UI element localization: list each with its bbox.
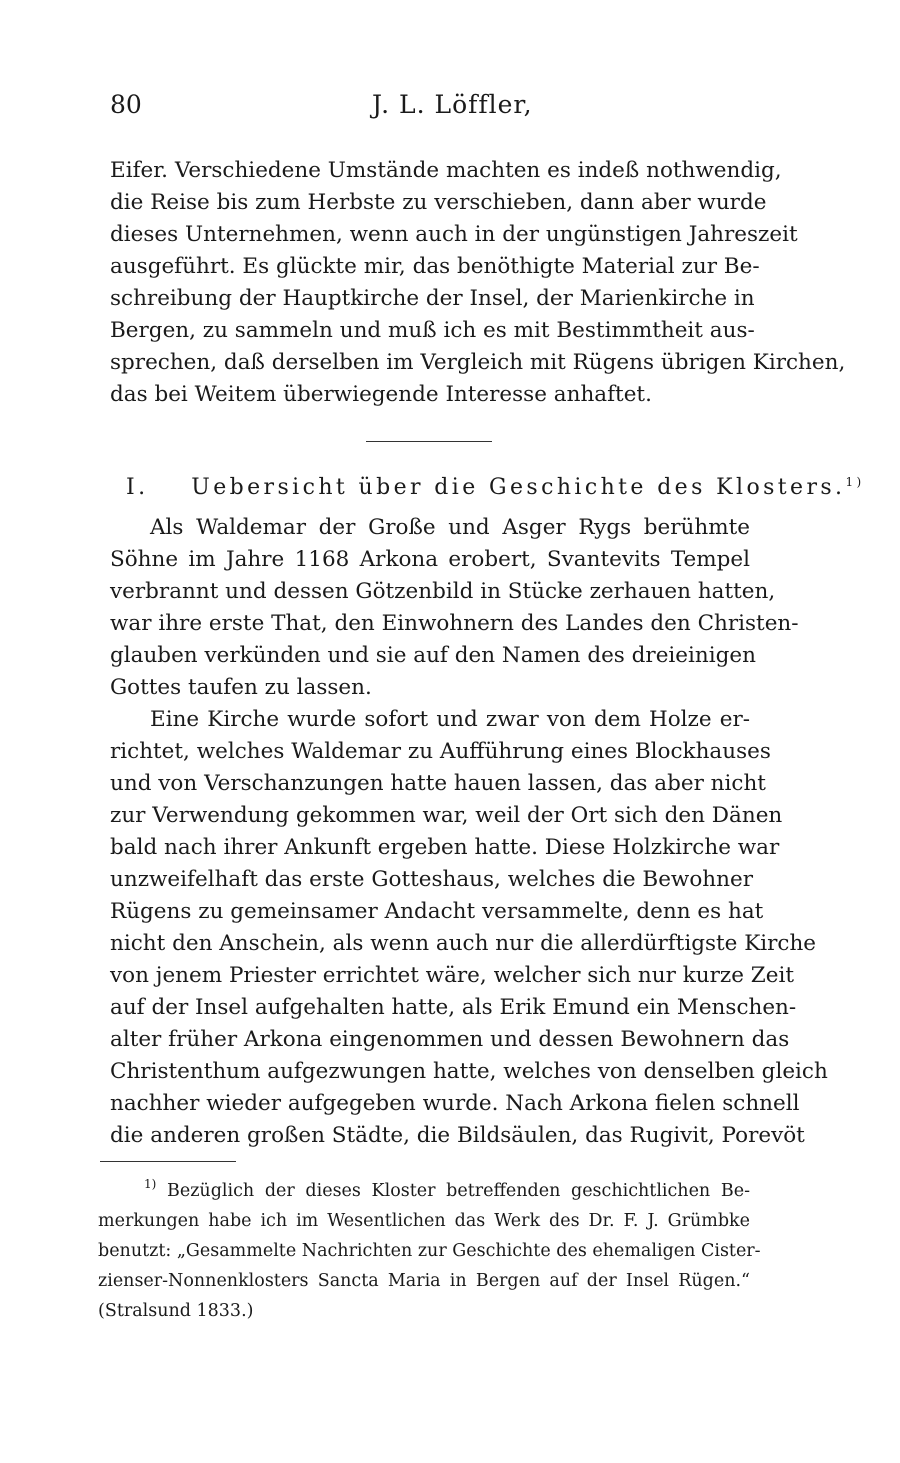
text-line: dieses Unternehmen, wenn auch in der ungünstigen Jahreszeit <box>110 222 798 247</box>
text-line: Eifer. Verschiedene Umstände machten es indeß nothwendig, <box>110 158 782 183</box>
text-line: und von Verschanzungen hatte hauen lassen, das aber nicht <box>110 771 766 796</box>
text-line: war ihre erste That, den Einwohnern des Landes den Christen- <box>110 611 799 636</box>
text-line: Rügens zu gemeinsamer Andacht versammelte, denn es hat <box>110 899 764 924</box>
footnote-marker: 1) <box>144 1177 157 1191</box>
footnote-text: Bezüglich der dieses Kloster betreffenden geschichtlichen Be- <box>167 1181 750 1201</box>
text-line: ausgeführt. Es glückte mir, das benöthigte Material zur Be- <box>110 254 760 279</box>
page-number: 80 <box>110 90 142 119</box>
section-title: Uebersicht über die Geschichte des Klosters. <box>191 475 846 500</box>
text-line: zur Verwendung gekommen war, weil der Ort sich den Dänen <box>110 803 783 828</box>
text-line: auf der Insel aufgehalten hatte, als Erik Emund ein Menschen- <box>110 995 797 1020</box>
footnote-line: benutzt: „Gesammelte Nachrichten zur Geschichte des ehemaligen Cister- <box>98 1241 761 1261</box>
footnote-line: zienser-Nonnenklosters Sancta Maria in Bergen auf der Insel Rügen.“ <box>98 1271 750 1291</box>
text-line: Gottes taufen zu lassen. <box>110 675 372 700</box>
section-heading <box>126 471 865 505</box>
footnote-line: (Stralsund 1833.) <box>98 1301 254 1321</box>
text-line: die anderen großen Städte, die Bildsäulen, das Rugivit, Porevöt <box>110 1123 805 1148</box>
text-line: glauben verkünden und sie auf den Namen des dreieinigen <box>110 643 756 668</box>
text-line: Christenthum aufgezwungen hatte, welches von denselben gleich <box>110 1059 828 1084</box>
section-number: I. <box>126 475 149 500</box>
text-line: sprechen, daß derselben im Vergleich mit Rügens übrigen Kirchen, <box>110 350 846 375</box>
section-divider <box>366 441 492 442</box>
footnote-line: merkungen habe ich im Wesentlichen das Werk des Dr. F. J. Grümbke <box>98 1211 750 1231</box>
text-line: die Reise bis zum Herbste zu verschieben, dann aber wurde <box>110 190 767 215</box>
page-header <box>110 90 750 130</box>
text-line: nicht den Anschein, als wenn auch nur die allerdürftigste Kirche <box>110 931 817 956</box>
text-line: nachher wieder aufgegeben wurde. Nach Arkona fielen schnell <box>110 1091 800 1116</box>
running-head: J. L. Löffler, <box>372 90 533 119</box>
footnote-line <box>98 1176 750 1206</box>
text-line: alter früher Arkona eingenommen und dessen Bewohnern das <box>110 1027 790 1052</box>
footnote-reference: 1) <box>845 475 865 489</box>
text-line: unzweifelhaft das erste Gotteshaus, welches die Bewohner <box>110 867 753 892</box>
text-line: Söhne im Jahre 1168 Arkona erobert, Svantevits Tempel <box>110 547 750 572</box>
text-line: bald nach ihrer Ankunft ergeben hatte. Diese Holzkirche war <box>110 835 780 860</box>
text-line: Bergen, zu sammeln und muß ich es mit Bestimmtheit aus- <box>110 318 755 343</box>
text-line: das bei Weitem überwiegende Interesse anhaftet. <box>110 382 652 407</box>
text-line: richtet, welches Waldemar zu Aufführung eines Blockhauses <box>110 739 771 764</box>
text-line: von jenem Priester errichtet wäre, welcher sich nur kurze Zeit <box>110 963 794 988</box>
footnote-divider <box>100 1161 236 1162</box>
text-line: schreibung der Hauptkirche der Insel, der Marienkirche in <box>110 286 755 311</box>
text-line: verbrannt und dessen Götzenbild in Stücke zerhauen hatten, <box>110 579 776 604</box>
text-line: Eine Kirche wurde sofort und zwar von dem Holze er- <box>150 707 750 732</box>
text-line: Als Waldemar der Große und Asger Rygs berühmte <box>150 515 750 540</box>
